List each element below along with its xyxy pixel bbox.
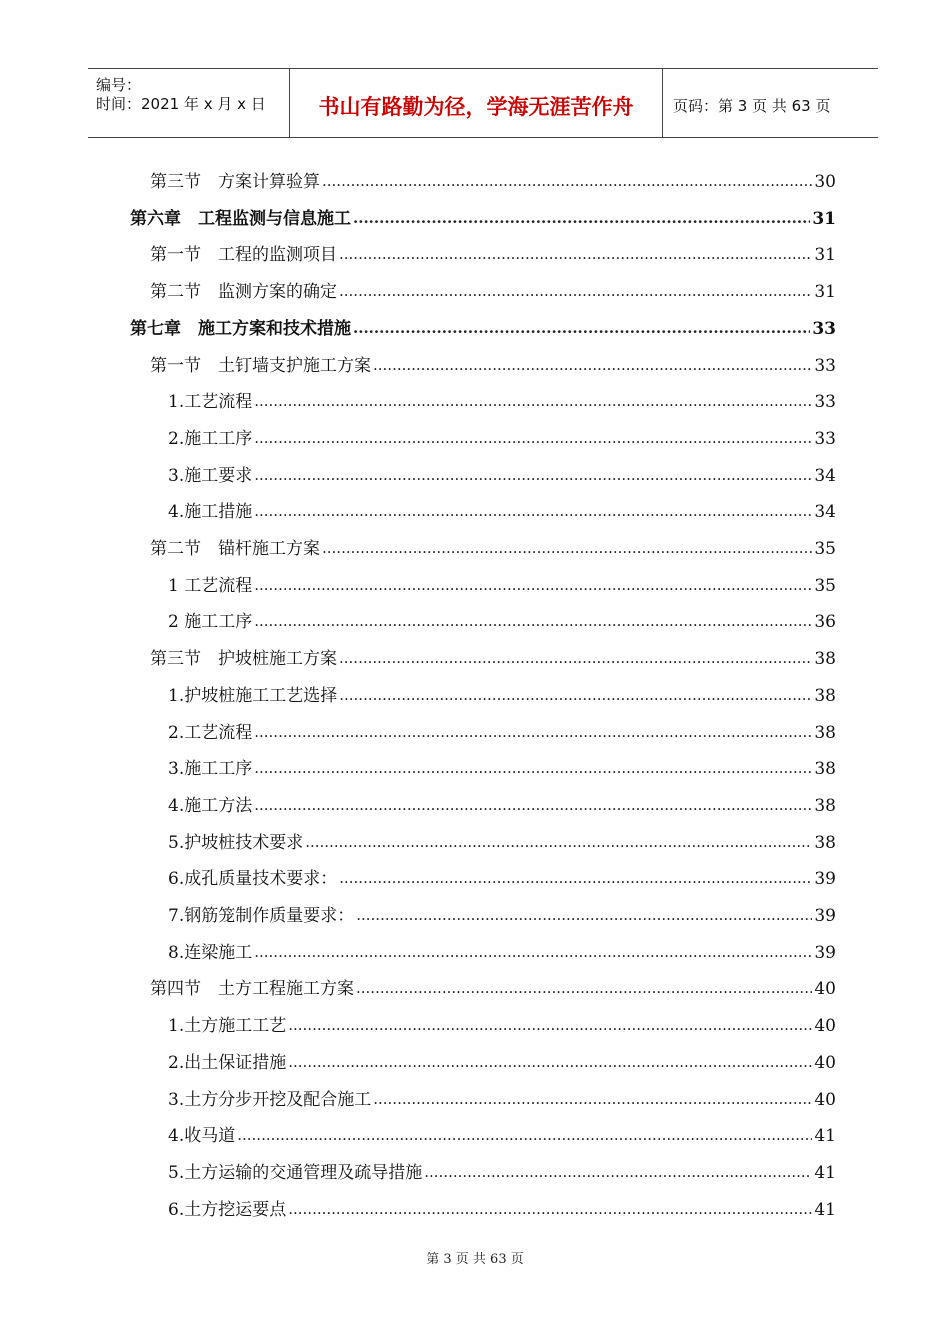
toc-entry-title: 第二节 监测方案的确定	[150, 282, 337, 302]
toc-dot-leader	[322, 538, 812, 558]
toc-entry-page: 38	[814, 796, 836, 816]
toc-dot-leader	[254, 942, 812, 962]
toc-item-row[interactable]	[168, 1195, 836, 1221]
toc-dot-leader	[254, 391, 812, 411]
toc-dot-leader	[288, 1199, 812, 1219]
toc-item-row[interactable]	[168, 938, 836, 964]
toc-section-row[interactable]	[150, 644, 836, 670]
toc-entry-title: 8.连梁施工	[168, 943, 253, 963]
toc-entry-title: 3.施工要求	[168, 466, 253, 486]
toc-dot-leader	[373, 1089, 812, 1109]
toc-section-row[interactable]	[150, 974, 836, 1000]
toc-dot-leader	[424, 1162, 812, 1182]
toc-entry-page: 40	[814, 979, 836, 999]
toc-entry-title: 2.工艺流程	[168, 723, 253, 743]
toc-entry-page: 31	[814, 282, 836, 302]
toc-entry-title: 2.施工工序	[168, 429, 253, 449]
toc-dot-leader	[254, 428, 812, 448]
toc-item-row[interactable]	[168, 607, 836, 633]
toc-entry-page: 40	[814, 1016, 836, 1036]
toc-entry-page: 40	[814, 1090, 836, 1110]
toc-dot-leader	[254, 758, 812, 778]
toc-entry-title: 4.收马道	[168, 1126, 236, 1146]
toc-entry-title: 第七章 施工方案和技术措施	[130, 319, 351, 339]
toc-entry-page: 39	[814, 943, 836, 963]
header-motto: 书山有路勤为径，学海无涯苦作舟	[318, 95, 634, 119]
toc-dot-leader	[356, 978, 812, 998]
toc-dot-leader	[353, 318, 810, 338]
toc-dot-leader	[288, 1052, 812, 1072]
toc-entry-title: 第三节 方案计算验算	[150, 172, 320, 192]
toc-entry-title: 6.成孔质量技术要求：	[168, 869, 338, 889]
toc-item-row[interactable]	[168, 497, 836, 523]
toc-entry-title: 第一节 土钉墙支护施工方案	[150, 356, 371, 376]
header-center-cell	[290, 69, 663, 137]
toc-section-row[interactable]	[150, 351, 836, 377]
toc-entry-page: 31	[812, 209, 836, 229]
toc-entry-title: 3.土方分步开挖及配合施工	[168, 1090, 372, 1110]
toc-item-row[interactable]	[168, 387, 836, 413]
toc-dot-leader	[339, 281, 812, 301]
toc-entry-title: 1.护坡桩施工工艺选择	[168, 686, 338, 706]
doc-date-label: 时间：2021 年 x 月 x 日	[96, 95, 266, 113]
toc-entry-page: 31	[814, 245, 836, 265]
toc-entry-page: 39	[814, 906, 836, 926]
header-right-cell	[663, 69, 878, 137]
toc-item-row[interactable]	[168, 901, 836, 927]
toc-dot-leader	[339, 685, 812, 705]
toc-entry-page: 36	[814, 612, 836, 632]
toc-entry-page: 39	[814, 869, 836, 889]
toc-dot-leader	[254, 501, 812, 521]
toc-entry-page: 35	[814, 576, 836, 596]
toc-section-row[interactable]	[150, 240, 836, 266]
toc-entry-page: 38	[814, 833, 836, 853]
toc-entry-title: 4.施工方法	[168, 796, 253, 816]
toc-entry-page: 38	[814, 686, 836, 706]
toc-entry-page: 41	[814, 1126, 836, 1146]
toc-entry-title: 5.土方运输的交通管理及疏导措施	[168, 1163, 423, 1183]
toc-item-row[interactable]	[168, 1048, 836, 1074]
toc-item-row[interactable]	[168, 1011, 836, 1037]
toc-entry-title: 1.工艺流程	[168, 392, 253, 412]
toc-entry-page: 33	[812, 319, 836, 339]
toc-item-row[interactable]	[168, 461, 836, 487]
toc-item-row[interactable]	[168, 1158, 836, 1184]
toc-entry-title: 6.土方挖运要点	[168, 1200, 287, 1220]
toc-item-row[interactable]	[168, 681, 836, 707]
toc-entry-page: 34	[814, 502, 836, 522]
toc-entry-page: 33	[814, 392, 836, 412]
header-left-cell	[88, 69, 290, 137]
toc-dot-leader	[254, 575, 812, 595]
toc-item-row[interactable]	[168, 828, 836, 854]
toc-item-row[interactable]	[168, 718, 836, 744]
toc-entry-title: 第四节 土方工程施工方案	[150, 979, 354, 999]
toc-entry-title: 5.护坡桩技术要求	[168, 833, 304, 853]
toc-entry-page: 41	[814, 1200, 836, 1220]
toc-dot-leader	[254, 611, 812, 631]
toc-entry-title: 第三节 护坡桩施工方案	[150, 649, 337, 669]
toc-dot-leader	[254, 465, 812, 485]
toc-section-row[interactable]	[150, 277, 836, 303]
toc-entry-page: 30	[814, 172, 836, 192]
toc-dot-leader	[305, 832, 812, 852]
toc-dot-leader	[288, 1015, 812, 1035]
toc-dot-leader	[237, 1125, 812, 1145]
page-header	[88, 68, 878, 138]
doc-number-label: 编号：	[96, 76, 142, 94]
toc-item-row[interactable]	[168, 864, 836, 890]
toc-entry-title: 2.出土保证措施	[168, 1053, 287, 1073]
toc-dot-leader	[353, 208, 810, 228]
toc-entry-page: 35	[814, 539, 836, 559]
page-footer: 第 3 页 共 63 页	[426, 1252, 524, 1267]
toc-entry-page: 33	[814, 356, 836, 376]
toc-entry-page: 38	[814, 723, 836, 743]
toc-item-row[interactable]	[168, 754, 836, 780]
header-page-label: 页码：第 3 页 共 63 页	[673, 97, 831, 115]
toc-entry-page: 38	[814, 759, 836, 779]
toc-entry-title: 1 工艺流程	[168, 576, 253, 596]
toc-dot-leader	[254, 795, 812, 815]
toc-entry-page: 40	[814, 1053, 836, 1073]
toc-item-row[interactable]	[168, 1121, 836, 1147]
toc-item-row[interactable]	[168, 791, 836, 817]
toc-entry-title: 2 施工工序	[168, 612, 253, 632]
toc-chapter-row[interactable]	[130, 204, 836, 230]
toc-item-row[interactable]	[168, 1085, 836, 1111]
toc-dot-leader	[373, 355, 812, 375]
toc-dot-leader	[339, 868, 812, 888]
toc-dot-leader	[322, 171, 812, 191]
toc-entry-title: 4.施工措施	[168, 502, 253, 522]
toc-entry-page: 41	[814, 1163, 836, 1183]
toc-entry-title: 7.钢筋笼制作质量要求：	[168, 906, 355, 926]
toc-dot-leader	[339, 244, 812, 264]
toc-entry-title: 3.施工工序	[168, 759, 253, 779]
toc-section-row[interactable]	[150, 167, 836, 193]
toc-entry-page: 38	[814, 649, 836, 669]
toc-item-row[interactable]	[168, 424, 836, 450]
toc-chapter-row[interactable]	[130, 314, 836, 340]
toc-entry-page: 33	[814, 429, 836, 449]
toc-dot-leader	[339, 648, 812, 668]
toc-entry-title: 1.土方施工工艺	[168, 1016, 287, 1036]
toc-dot-leader	[356, 905, 812, 925]
toc-entry-page: 34	[814, 466, 836, 486]
toc-item-row[interactable]	[168, 571, 836, 597]
toc-entry-title: 第一节 工程的监测项目	[150, 245, 337, 265]
toc-section-row[interactable]	[150, 534, 836, 560]
toc-dot-leader	[254, 722, 812, 742]
toc-entry-title: 第六章 工程监测与信息施工	[130, 209, 351, 229]
toc-entry-title: 第二节 锚杆施工方案	[150, 539, 320, 559]
